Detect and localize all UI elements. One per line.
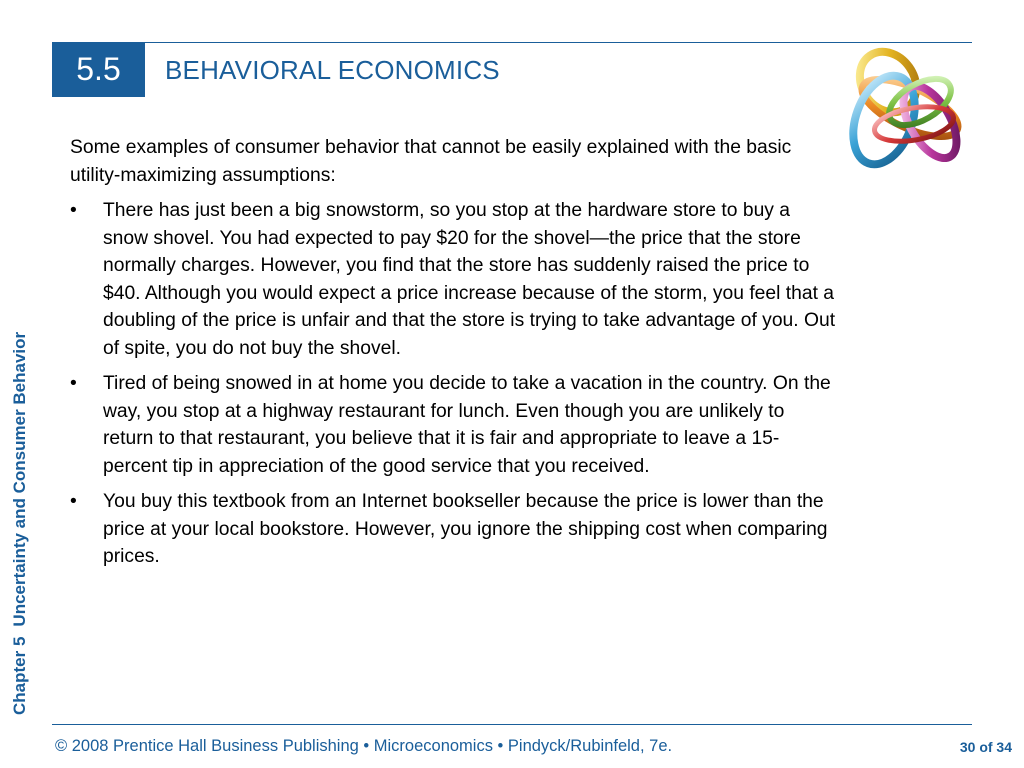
- chapter-side-label: [10, 265, 30, 715]
- interlocking-rings-icon: [828, 44, 978, 174]
- list-item-text: You buy this textbook from an Internet bookseller because the price is lower than the price at your local bookstore. However, you ignore the shipping cost when comparing prices.: [103, 491, 828, 567]
- example-list: [70, 197, 840, 571]
- chapter-number: Chapter 5: [10, 636, 29, 715]
- footer-credit: © 2008 Prentice Hall Business Publishing • Microeconomics • Pindyck/Rubinfeld, 7e.: [55, 737, 673, 755]
- list-item-text: There has just been a big snowstorm, so you stop at the hardware store to buy a snow shovel. You had expected to pay $20 for the shovel—the price that the store normally charges. However, you find that the store has suddenly raised the price to $40. Although you would expect a price increase because of the storm, you feel that a doubling of the price is unfair and that the store is trying to take advantage of you. Out of spite, you do not buy the shovel.: [103, 200, 836, 359]
- footer-rule: [52, 724, 972, 725]
- bullet-marker: •: [70, 200, 77, 221]
- intro-paragraph: Some examples of consumer behavior that cannot be easily explained with the basic utility-maximizing assumptions:: [70, 137, 792, 186]
- list-item: [70, 370, 840, 480]
- chapter-title: Uncertainty and Consumer Behavior: [10, 331, 29, 627]
- section-number-badge: 5.5: [52, 42, 145, 97]
- slide-title: BEHAVIORAL ECONOMICS: [165, 55, 500, 85]
- list-item: [70, 488, 840, 571]
- list-item: [70, 197, 840, 362]
- page-number: 30 of 34: [959, 739, 1012, 755]
- slide-body: [70, 134, 840, 579]
- bullet-marker: •: [70, 373, 77, 394]
- header-rule: [52, 42, 972, 43]
- list-item-text: Tired of being snowed in at home you decide to take a vacation in the country. On the way, you stop at a highway restaurant for lunch. Even though you are unlikely to return to that restaurant, you believe that it is fair and appropriate to leave a 15-percent tip in appreciation of the good service that you received.: [103, 373, 831, 477]
- bullet-marker: •: [70, 491, 77, 512]
